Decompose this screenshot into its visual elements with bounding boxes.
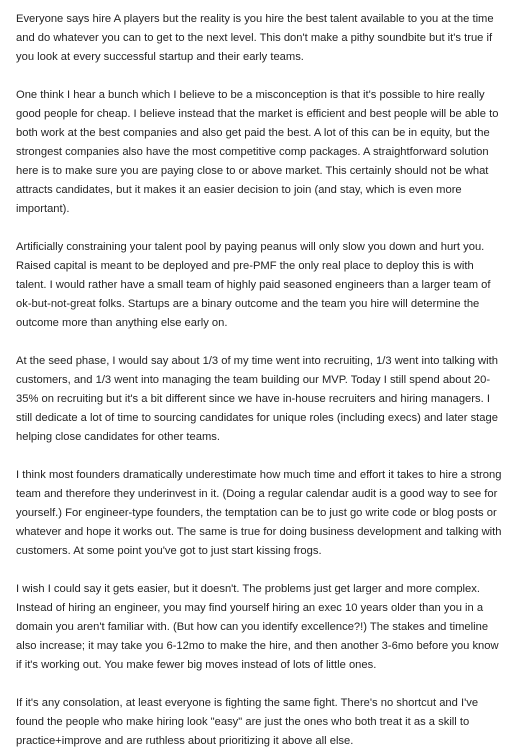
paragraph-5: I think most founders dramatically underestimate how much time and effort it takes to hire a strong team and therefore they underinvest in it. (Doing a regular calendar audit is a good way to see for yourself.) For engineer-type founders, the temptation can be to just go write code or blog posts or whatever and hope it works out. The same is true for doing business development and talking with customers. At some point you've got to just start kissing frogs. [16,469,502,557]
paragraph-7: If it's any consolation, at least everyone is fighting the same fight. There's no shortcut and I've found the people who make hiring look "easy" are just the ones who both treat it as a skill to practice+improve and are ruthless about prioritizing it above all else. [16,697,479,747]
paragraph-2: One think I hear a bunch which I believe to be a misconception is that it's possible to hire really good people for cheap. I believe instead that the market is efficient and best people will be able to both work at the best companies and also get paid the best. A lot of this can be in equity, but the strongest companies also have the most competitive comp packages. A straightforward solution here is to make sure you are paying close to or above market. This certainly should not be what attracts candidates, but it makes it an easier decision to join (and stay, which is even more important). [16,89,499,215]
paragraph-4: At the seed phase, I would say about 1/3 of my time went into recruiting, 1/3 went into talking with customers, and 1/3 went into managing the team building our MVP. Today I still spend about 20-35% on recruiting but it's a bit different since we have in-house recruiters and hiring managers. I still dedicate a lot of time to sourcing candidates for unique roles (including execs) and later stage helping close candidates for other teams. [16,355,498,443]
paragraph-3: Artificially constraining your talent pool by paying peanus will only slow you down and hurt you. Raised capital is meant to be deployed and pre-PMF the only real place to deploy this is with talent. I would rather have a small team of highly paid seasoned engineers than a larger team of ok-but-not-great folks. Startups are a binary outcome and the team you hire will determine the outcome more than anything else early on. [16,241,491,329]
paragraph-1: Everyone says hire A players but the reality is you hire the best talent available to you at the time and do whatever you can to get to the next level. This don't make a pithy soundbite but it's true if you look at every successful startup and their early teams. [16,13,494,63]
paragraph-6: I wish I could say it gets easier, but it doesn't. The problems just get larger and more complex. Instead of hiring an engineer, you may find yourself hiring an exec 10 years older than you in a domain you aren't familiar with. (But how can you identify excellence?!) The stakes and timeline also increase; it may take you 6-12mo to make the hire, and then another 3-6mo before you know if it's working out. You make fewer big moves instead of lots of little ones. [16,583,499,671]
